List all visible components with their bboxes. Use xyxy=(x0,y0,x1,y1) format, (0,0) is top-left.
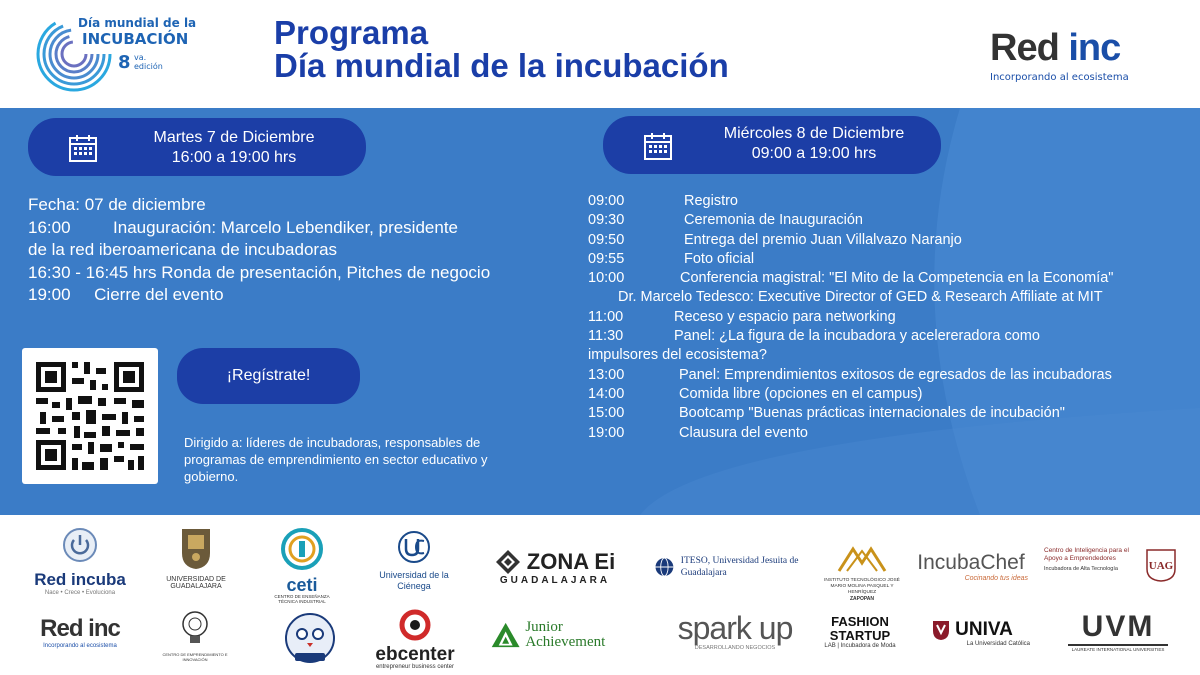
schedule-desc: Dr. Marcelo Tedesco: Executive Director of GED & Research Affiliate at MIT xyxy=(618,289,1103,306)
schedule-time: 09:50 xyxy=(588,231,625,248)
schedule-row: 16:30 - 16:45 hrs Ronda de presentación, Pitches de negocio xyxy=(28,262,491,282)
uag-shield-icon xyxy=(1144,547,1178,583)
sponsor-sub: Incubadora de Alta Tecnología xyxy=(1044,566,1118,572)
ceti-icon xyxy=(280,527,324,571)
svg-text:UAG: UAG xyxy=(1148,560,1174,572)
sponsor-name: Universidad de la Ciénega xyxy=(379,570,449,591)
sponsor-name: spark up xyxy=(677,610,793,646)
sponsor-name: Red inc xyxy=(40,615,120,642)
schedule-time: 14:00 xyxy=(588,385,625,402)
schedule-row: Fecha: 07 de diciembre xyxy=(28,195,206,214)
sponsor-name: Red incuba xyxy=(34,570,126,589)
sponsor-sub: LAUREATE INTERNATIONAL UNIVERSITIES xyxy=(1071,647,1165,652)
schedule-time: 09:55 xyxy=(588,250,625,267)
schedule-time: 15:00 xyxy=(588,405,625,422)
sponsor-logo-redinc xyxy=(28,615,132,649)
calendar-icon xyxy=(68,133,98,163)
univa-shield-icon xyxy=(931,619,951,641)
event-logo xyxy=(34,10,214,102)
sponsor-name: ceti xyxy=(286,575,318,595)
schedule-row xyxy=(588,404,1193,423)
redinc-logo-red: Red xyxy=(990,27,1059,69)
sponsor-logo-centro-emprendimiento xyxy=(160,609,230,662)
ja-triangle-icon xyxy=(490,619,521,651)
sponsor-logo-ceti xyxy=(268,527,336,604)
sponsor-logo-uvm xyxy=(1064,611,1172,652)
event-logo-line2: INCUBACIÓN xyxy=(82,30,189,48)
sponsor-logo-itzapopan xyxy=(820,545,904,602)
sponsor-name: UNIVA xyxy=(955,619,1013,640)
edition-number: 8 xyxy=(118,52,131,73)
sponsor-name: ITESO, Universidad Jesuita de Guadalajara xyxy=(680,556,799,578)
sponsor-sub: DESARROLLANDO NEGOCIOS xyxy=(694,645,776,651)
sponsor-logo-iteso xyxy=(654,553,804,581)
schedule-desc: Receso y espacio para networking xyxy=(674,308,896,325)
program-panel xyxy=(0,108,1200,515)
edition-label: va. edición xyxy=(134,53,163,71)
event-logo-line1: Día mundial de la xyxy=(78,16,197,30)
day1-hours: 16:00 a 19:00 hrs xyxy=(171,149,297,166)
sponsor-logo-uteg xyxy=(280,609,340,672)
sponsor-logo-ciae xyxy=(1044,547,1184,583)
schedule-time: 11:30 xyxy=(588,328,624,345)
sponsor-logo-ucienega xyxy=(374,529,454,592)
schedule-row xyxy=(588,192,1193,211)
sponsor-name: UVM xyxy=(1081,610,1155,643)
schedule-desc: impulsores del ecosistema? xyxy=(588,347,767,364)
day2-header xyxy=(603,116,941,174)
header xyxy=(0,0,1200,108)
sponsor-name: IncubaChef xyxy=(917,551,1025,574)
schedule-time: 11:00 xyxy=(588,308,624,325)
schedule-desc: Bootcamp "Buenas prácticas internacionales de incubación" xyxy=(679,405,1065,422)
day1-schedule xyxy=(28,194,568,307)
schedule-desc: Conferencia magistral: "El Mito de la Competencia en la Economía" xyxy=(680,270,1114,287)
schedule-row xyxy=(588,424,1193,443)
sponsor-sub: La Universidad Católica xyxy=(966,641,1030,647)
lightbulb-icon xyxy=(177,609,213,647)
sponsor-name: ZONA Ei xyxy=(526,549,616,574)
registration-qr-code[interactable] xyxy=(22,348,158,484)
sponsor-name: ebcenter xyxy=(375,644,455,665)
page-title-line2: Día mundial de la incubación xyxy=(274,47,729,84)
schedule-desc: Panel: Emprendimientos exitosos de egresados de las incubadoras xyxy=(679,366,1112,383)
page-title-line1: Programa xyxy=(274,14,429,51)
schedule-row xyxy=(588,231,1193,250)
sponsor-name: UNIVERSIDAD DE GUADALAJARA xyxy=(166,576,226,590)
sponsor-logo-univa xyxy=(914,619,1030,647)
sponsor-logo-sparkup xyxy=(670,611,800,651)
day2-date: Miércoles 8 de Diciembre xyxy=(723,125,905,142)
schedule-row xyxy=(588,308,1193,327)
mountains-icon xyxy=(837,545,887,573)
schedule-desc: Registro xyxy=(684,193,738,209)
power-icon xyxy=(62,527,98,563)
sponsor-sub: Nace • Crece • Evoluciona xyxy=(44,590,116,596)
sponsor-name: CENTRO DE EMPRENDIMIENTO E INNOVACIÓN xyxy=(162,652,228,662)
schedule-desc: Clausura del evento xyxy=(679,424,808,441)
sponsor-name: FASHION STARTUP xyxy=(829,614,891,643)
sponsor-logo-ebcenter xyxy=(366,609,464,670)
schedule-row xyxy=(588,385,1193,404)
sponsor-sub: CENTRO DE ENSEÑANZA TÉCNICA INDUSTRIAL xyxy=(274,594,330,604)
schedule-time: 09:30 xyxy=(588,212,625,229)
schedule-row xyxy=(588,366,1193,385)
zona-diamond-icon xyxy=(495,549,521,575)
schedule-row xyxy=(588,288,1193,307)
sponsor-sub: GUADALAJARA xyxy=(499,575,611,586)
calendar-icon xyxy=(643,131,673,161)
sponsor-sub: LAB | Incubadora de Moda xyxy=(824,643,896,649)
sponsor-logo-junior-achievement xyxy=(490,619,630,651)
qr-code-icon xyxy=(22,348,158,484)
sponsor-logo-zonaei xyxy=(484,549,626,586)
schedule-time: 10:00 xyxy=(588,270,625,287)
schedule-desc: Panel: ¿La figura de la incubadora y acelereradora como xyxy=(674,328,1040,345)
schedule-time: 19:00 xyxy=(588,424,625,441)
sponsor-logo-incubachef xyxy=(914,551,1028,582)
sponsor-logo-fashion-startup xyxy=(822,615,898,649)
sponsor-logo-udg xyxy=(150,525,242,590)
redinc-logo-inc: inc xyxy=(1068,27,1121,69)
owl-badge-icon xyxy=(283,609,337,667)
uc-icon xyxy=(394,529,434,565)
schedule-row xyxy=(588,211,1193,230)
sponsor-sub: entrepreneur business center xyxy=(375,664,455,670)
sponsor-logos xyxy=(0,515,1200,675)
sponsor-sub: Cocinando tus ideas xyxy=(964,575,1028,582)
ebcenter-ring-icon xyxy=(399,609,431,641)
crest-icon xyxy=(178,525,214,571)
schedule-time: 13:00 xyxy=(588,366,625,383)
schedule-row: 19:00 Cierre del evento xyxy=(28,285,224,304)
schedule-row xyxy=(588,250,1193,269)
schedule-desc: Ceremonia de Inauguración xyxy=(684,212,863,229)
schedule-row: de la red iberoamericana de incubadoras xyxy=(28,240,338,259)
sponsor-sub: Incorporando al ecosistema xyxy=(43,643,117,649)
schedule-row xyxy=(588,269,1193,288)
audience-text: Dirigido a: líderes de incubadoras, responsables de programas de emprendimiento en sector educativo y gobierno. xyxy=(184,435,488,484)
sponsor-name: Centro de Inteligencia para el Apoyo a Emprendedores xyxy=(1044,547,1129,562)
schedule-row: 16:00 Inauguración: Marcelo Lebendiker, presidente xyxy=(28,217,458,237)
day1-header xyxy=(28,118,366,176)
register-button[interactable]: ¡Regístrate! xyxy=(177,348,360,404)
day2-schedule xyxy=(588,192,1193,443)
sponsor-sub: ZAPOPAN xyxy=(849,596,875,602)
day2-hours: 09:00 a 19:00 hrs xyxy=(751,145,877,162)
redinc-logo xyxy=(990,28,1150,83)
schedule-desc: Comida libre (opciones en el campus) xyxy=(679,385,923,402)
schedule-desc: Foto oficial xyxy=(684,250,755,267)
schedule-row xyxy=(588,327,1193,346)
schedule-desc: Entrega del premio Juan Villalvazo Naranjo xyxy=(684,231,962,248)
redinc-tagline: Incorporando al ecosistema xyxy=(990,72,1129,83)
page-title xyxy=(274,16,729,82)
sponsor-name: Junior Achievement xyxy=(525,619,606,650)
sponsor-logo-redincuba xyxy=(28,527,132,596)
schedule-row xyxy=(588,346,1193,365)
globe-icon xyxy=(654,553,675,581)
sponsor-name: INSTITUTO TECNOLÓGICO JOSÉ MARIO MOLINA PASQUEL Y HENRÍQUEZ xyxy=(824,578,900,595)
schedule-time: 09:00 xyxy=(588,193,625,209)
day1-date: Martes 7 de Diciembre xyxy=(153,129,315,146)
